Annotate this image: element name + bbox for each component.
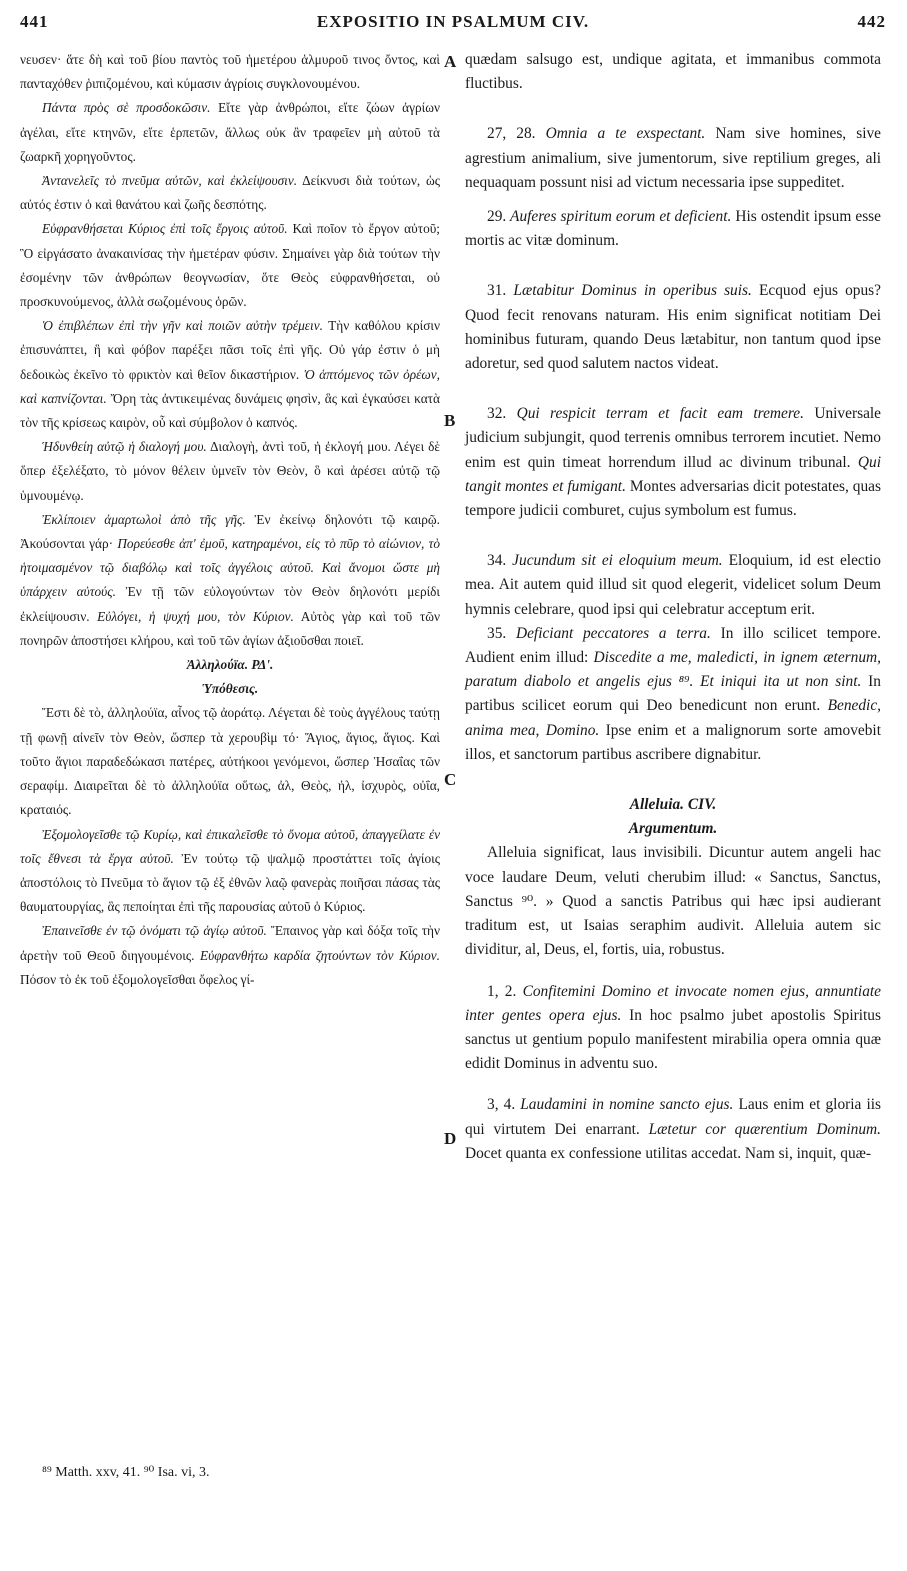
verse-number: 27, 28. bbox=[487, 125, 536, 143]
latin-lemma: Auferes spiritum eorum et deficient. bbox=[506, 208, 732, 226]
latin-paragraph: 1, 2. Confitemini Domino et invocate nomen ejus, annuntiate inter gentes opera ejus. In hoc psalmo jubet apostolis Spiritus sanctus ut gentium populo manifestent mirabilia opera omnia quæ edidit Dominus in adventu suo. bbox=[465, 982, 881, 1073]
latin-lemma: Qui respicit terram et facit eam tremere. bbox=[506, 405, 804, 423]
greek-lemma: Εὐφρανθήσεται Κύριος ἐπὶ τοῖς ἔργοις αὐτοῦ. bbox=[42, 221, 288, 237]
verse-number: 32. bbox=[487, 405, 507, 423]
greek-psalm-heading: Ἀλληλούϊα. ΡΔ'. bbox=[186, 657, 274, 673]
latin-paragraph: 29. Auferes spiritum eorum et deficient. His ostendit ipsum esse mortis ac vitæ dominum. bbox=[465, 208, 881, 250]
greek-paragraph: Πάντα πρὸς σὲ προσδοκῶσιν. Εἴτε γὰρ ἀνθρώποι, εἴτε ζώων ἀγρίων ἀγέλαι, εἴτε κτηνῶν, εἴτε ἑρπετῶν, ἄλλως οὐκ ἂν τραφεῖεν μὴ αὐτοῦ τὰ ζωαρκῆ χορηγοῦντος. bbox=[20, 100, 440, 164]
greek-lemma: Ὁ ἁπτόμενος τῶν ὀρέων, καὶ καπνίζονται. bbox=[20, 366, 440, 406]
verse-number: 34. bbox=[487, 552, 507, 570]
greek-argument-heading: Ὑπόθεσις. bbox=[201, 681, 259, 697]
greek-lemma: Ἐκλίποιεν ἁμαρτωλοὶ ἀπὸ τῆς γῆς. bbox=[42, 511, 246, 527]
greek-column bbox=[20, 48, 440, 992]
greek-lemma: Ὁ ἐπιβλέπων ἐπὶ τὴν γῆν καὶ ποιῶν αὐτὴν τρέμειν. bbox=[42, 318, 323, 334]
latin-paragraph: 31. Lætabitur Dominus in operibus suis. Ecquod ejus opus? Quod fecit renovans naturam. His enim significat notitiam Dei hominibus futuram, quando Deus lætabitur, non tantum quod ipse adoretur, sed quod salutem nactos videat. bbox=[465, 282, 881, 373]
greek-lemma: Εὐλόγει, ἡ ψυχή μου, τὸν Κύριον. bbox=[89, 608, 294, 624]
greek-lemma: Ἐξομολογεῖσθε τῷ Κυρίῳ, καὶ ἐπικαλεῖσθε τὸ ὄνομα αὐτοῦ, ἀπαγγείλατε ἐν τοῖς ἔθνεσι τὰ ἔργα αὐτοῦ. bbox=[20, 826, 440, 866]
latin-paragraph: Alleluia significat, laus invisibili. Dicuntur autem angeli hac voce laudare Deum, veluti cherubim illud: « Sanctus, Sanctus, Sanctus ⁹⁰. » Quod a sanctis Patribus qui hæc ipsi audierant traditum est, ut Isaias seraphim audivit. Alleluia autem sic dividitur, al, Deus, el, fortis, uia, robustus. bbox=[465, 844, 881, 959]
latin-column bbox=[465, 48, 881, 1166]
margin-letter-c: C bbox=[444, 770, 457, 789]
latin-lemma: Deficiant peccatores a terra. bbox=[506, 624, 711, 642]
latin-paragraph: 3, 4. Laudamini in nomine sancto ejus. Laus enim et gloria iis qui virtutem Dei enarrant. Lætetur cor quærentium Dominum. Docet quanta ex confessione utilitas accedat. Nam si, inquit, quæ- bbox=[465, 1096, 882, 1162]
verse-number: 35. bbox=[487, 624, 507, 642]
latin-lemma: Lætabitur Dominus in operibus suis. bbox=[506, 282, 752, 300]
greek-lemma: Εὐφρανθήτω καρδία ζητούντων τὸν Κύριον. bbox=[194, 947, 440, 963]
margin-letter-a: A bbox=[444, 52, 457, 71]
greek-paragraph: Ἐκλίποιεν ἁμαρτωλοὶ ἀπὸ τῆς γῆς. Ἐν ἐκείνῳ δηλονότι τῷ καιρῷ. Ἀκούσονται γάρ· Πορεύεσθε ἀπ' ἐμοῦ, κατηραμένοι, εἰς τὸ πῦρ τὸ αἰώνιον, τὸ ἡτοιμασμένον τῷ διαβόλῳ καὶ τοῖς ἀγγέλοις αὐτοῦ. Καὶ ἄνομοι ὥστε μὴ ὑπάρχειν αὐτούς. Ἐν τῇ τῶν εὐλογούντων τὸν Θεὸν δηλονότι μερίδι ἐκλείψουσιν. Εὐλόγει, ἡ ψυχή μου, τὸν Κύριον. Αὐτὸς γὰρ καὶ τοῦ τῶν πονηρῶν ἀποστήσει κλήρου, καὶ τοῦ τῶν ἁγίων ἀξιοῦσθαι ποιεῖ. bbox=[20, 511, 441, 648]
latin-lemma: Omnia a te exspectant. bbox=[535, 125, 706, 143]
greek-paragraph: Ἡδυνθείη αὐτῷ ἡ διαλογή μου. Διαλογὴ, ἀντὶ τοῦ, ἡ ἐκλογή μου. Λέγει δὲ ὅπερ ἐξελέξατο, τὸ μόνον θέλειν ὑμνεῖν τὸν Θεὸν, ὃ καὶ ἀρέσει αὐτῷ τῷ ὑμνουμένῳ. bbox=[20, 439, 440, 503]
greek-paragraph: Ἐπαινεῖσθε ἐν τῷ ὀνόματι τῷ ἁγίῳ αὐτοῦ. Ἔπαινος γὰρ καὶ δόξα τοῖς τὴν ἀρετὴν τοῦ Θεοῦ διηγουμένοις. Εὐφρανθήτω καρδία ζητούντων τὸν Κύριον. Πόσον τὸ ἐκ τοῦ ἐξομολογεῖσθαι ὄφελος γί- bbox=[20, 923, 441, 987]
greek-lemma: Ἐπαινεῖσθε ἐν τῷ ὀνόματι τῷ ἁγίῳ αὐτοῦ. bbox=[42, 923, 267, 939]
greek-lemma: Πάντα πρὸς σὲ προσδοκῶσιν. bbox=[42, 100, 211, 116]
greek-paragraph: Ἐξομολογεῖσθε τῷ Κυρίῳ, καὶ ἐπικαλεῖσθε τὸ ὄνομα αὐτοῦ, ἀπαγγείλατε ἐν τοῖς ἔθνεσι τὰ ἔργα αὐτοῦ. Ἐν τούτῳ τῷ ψαλμῷ προστάττει τοῖς ἁγίοις ἀποστόλοις τὸ Πνεῦμα τὸ ἅγιον τῷ ἐξ ἐθνῶν λαῷ φανερὰς ποιῆσαι πάσας τὰς θαυματουργίας, ἃς πεποίηται ἐπὶ τῆς παρουσίας αὐτοῦ ὁ Κύριος. bbox=[20, 826, 440, 915]
running-header bbox=[20, 12, 886, 40]
verse-number: 1, 2. bbox=[487, 982, 517, 1000]
greek-lemma: Ἡδυνθείη αὐτῷ ἡ διαλογή μου. bbox=[42, 439, 207, 455]
margin-letter-b: B bbox=[444, 411, 456, 430]
latin-paragraph: 34. Jucundum sit ei eloquium meum. Eloquium, id est electio mea. Ait autem quid illud sit quod elegerit, videlicet solum Deum hymnis celebrare, quod ipsi qui celebratur acceptum erit. bbox=[465, 552, 881, 618]
verse-number: 31. bbox=[487, 282, 507, 300]
footnotes: ⁸⁹ Matth. xxv, 41. ⁹⁰ Isa. vi, 3. bbox=[42, 1465, 210, 1480]
greek-paragraph: Εὐφρανθήσεται Κύριος ἐπὶ τοῖς ἔργοις αὐτοῦ. Καὶ ποῖον τὸ ἔργον αὐτοῦ; Ὃ εἰργάσατο ἀνακαινίσας τὴν ἡμετέραν φύσιν. Σημαίνει γὰρ διὰ τούτων τὴν ἐσομένην τῶν ἀνθρώπων θεογνωσίαν, ὅτε Θεὸς εὐφρανθήσεται, οὐ προσκυνούμενος, ἀλλὰ σωζομένους ὁρῶν. bbox=[20, 221, 440, 310]
greek-paragraph: Ἔστι δὲ τὸ, ἀλληλούϊα, αἶνος τῷ ἀοράτῳ. Λέγεται δὲ τοὺς ἀγγέλους ταύτῃ τῇ φωνῇ αἰνεῖν τὸν Θεὸν, ὥσπερ τὰ χερουβὶμ τό· Ἅγιος, ἅγιος, ἅγιος. Καὶ τοῦτο ἅγιοι παραδεδώκασι πατέρες, αὐτήκοοι γενόμενοι, ὥσπερ Ἡσαΐας τῶν σεραφίμ. Διαιρεῖται δὲ τὸ ἀλληλούϊα οὕτως, ἀλ, Θεὸς, ἠλ, ἰσχυρὸς, οὐΐα, κραταιός. bbox=[20, 705, 440, 818]
greek-paragraph: Ὁ ἐπιβλέπων ἐπὶ τὴν γῆν καὶ ποιῶν αὐτὴν τρέμειν. Τὴν καθόλου κρίσιν ἐπισυνάπτει, ἣ καὶ φόβον παρέξει πᾶσι τοῖς ἐπὶ γῆς. Οὐ γάρ ἐστιν ὁ μὴ δεδοικὼς ἐκεῖνο τὸ φρικτὸν καὶ θεῖον δικαστήριον. Ὁ ἁπτόμενος τῶν ὀρέων, καὶ καπνίζονται. Ὄρη τὰς ἀντικειμένας δυνάμεις φησὶν, ἃς καὶ ἐγκαύσει κατὰ τὸν τῆς κρίσεως καιρὸν, οὗ καὶ σύμβολον ὁ καπνός. bbox=[20, 318, 440, 431]
greek-paragraph: Ἀντανελεῖς τὸ πνεῦμα αὐτῶν, καὶ ἐκλείψουσιν. Δείκνυσι διὰ τούτων, ὡς αὐτός ἐστιν ὁ καὶ θανάτου καὶ ζωῆς δεσπότης. bbox=[20, 173, 440, 213]
page-number-right: 442 bbox=[857, 12, 886, 31]
greek-lemma: Πορεύεσθε ἀπ' ἐμοῦ, κατηραμένοι, εἰς τὸ πῦρ τὸ αἰώνιον, τὸ ἡτοιμασμένον τῷ διαβόλῳ καὶ τοῖς ἀγγέλοις αὐτοῦ. Καὶ ἄνομοι ὥστε μὴ ὑπάρχειν αὐτούς. bbox=[20, 536, 440, 600]
latin-paragraph: quædam salsugo est, undique agitata, et immanibus commota fluctibus. bbox=[465, 51, 881, 93]
latin-lemma: Qui tangit montes et fumigant. bbox=[465, 453, 881, 495]
latin-lemma: Laudamini in nomine sancto ejus. bbox=[515, 1096, 734, 1114]
latin-paragraph: 35. Deficiant peccatores a terra. In illo scilicet tempore. Audient enim illud: Discedite a me, maledicti, in ignem æternum, paratum diabolo et angelis ejus ⁸⁹. Et iniqui ita ut non sint. In partibus scilicet eorum qui Deo benedicunt non erunt. Benedic, anima mea, Domino. Ipse enim et a malignorum sorte amovebit illos, et sanctorum partibus ascribere dignabitur. bbox=[465, 624, 882, 763]
page-number-left: 441 bbox=[20, 12, 49, 31]
latin-argument-heading: Argumentum. bbox=[628, 820, 718, 838]
latin-paragraph: 32. Qui respicit terram et facit eam tremere. Universale judicium subjungit, quod terrenis omnibus terrorem incutiet. Nemo enim est quin timeat horrendum illud ac divinum tribunal. Qui tangit montes et fumigant. Montes adversarias dicit potestates, quas tempore judicii comburet, cujus symbolum est fumus. bbox=[465, 405, 882, 520]
margin-letter-d: D bbox=[444, 1129, 457, 1148]
greek-lemma: Ἀντανελεῖς τὸ πνεῦμα αὐτῶν, καὶ ἐκλείψουσιν. bbox=[42, 173, 298, 189]
latin-lemma: Lætetur cor quærentium Dominum. bbox=[639, 1120, 881, 1138]
latin-lemma: Benedic, anima mea, Domino. bbox=[465, 697, 881, 739]
verse-number: 29. bbox=[487, 208, 507, 226]
verse-number: 3, 4. bbox=[487, 1096, 516, 1114]
latin-lemma: Discedite a me, maledicti, in ignem æternum, paratum diabolo et angelis ejus ⁸⁹. Et iniqui ita ut non sint. bbox=[465, 649, 881, 691]
latin-lemma: Confitemini Domino et invocate nomen ejus, annuntiate inter gentes opera ejus. bbox=[465, 982, 881, 1024]
running-title: EXPOSITIO IN PSALMUM CIV. bbox=[316, 12, 590, 31]
greek-paragraph: νευσεν· ἅτε δὴ καὶ τοῦ βίου παντὸς τοῦ ἡμετέρου ἁλμυροῦ τινος ὄντος, καὶ πανταχόθεν ῥιπιζομένου, καὶ κύμασιν ἀγρίοις συγκλονουμένου. bbox=[20, 52, 440, 92]
latin-psalm-heading: Alleluia. CIV. bbox=[629, 796, 717, 814]
latin-lemma: Jucundum sit ei eloquium meum. bbox=[506, 552, 723, 570]
latin-paragraph: 27, 28. Omnia a te exspectant. Nam sive homines, sive agrestium animalium, sive jumentorum, sive reptilium greges, ali nequaquam possunt nisi ad victum necessaria ipse suppeditet. bbox=[465, 125, 882, 191]
